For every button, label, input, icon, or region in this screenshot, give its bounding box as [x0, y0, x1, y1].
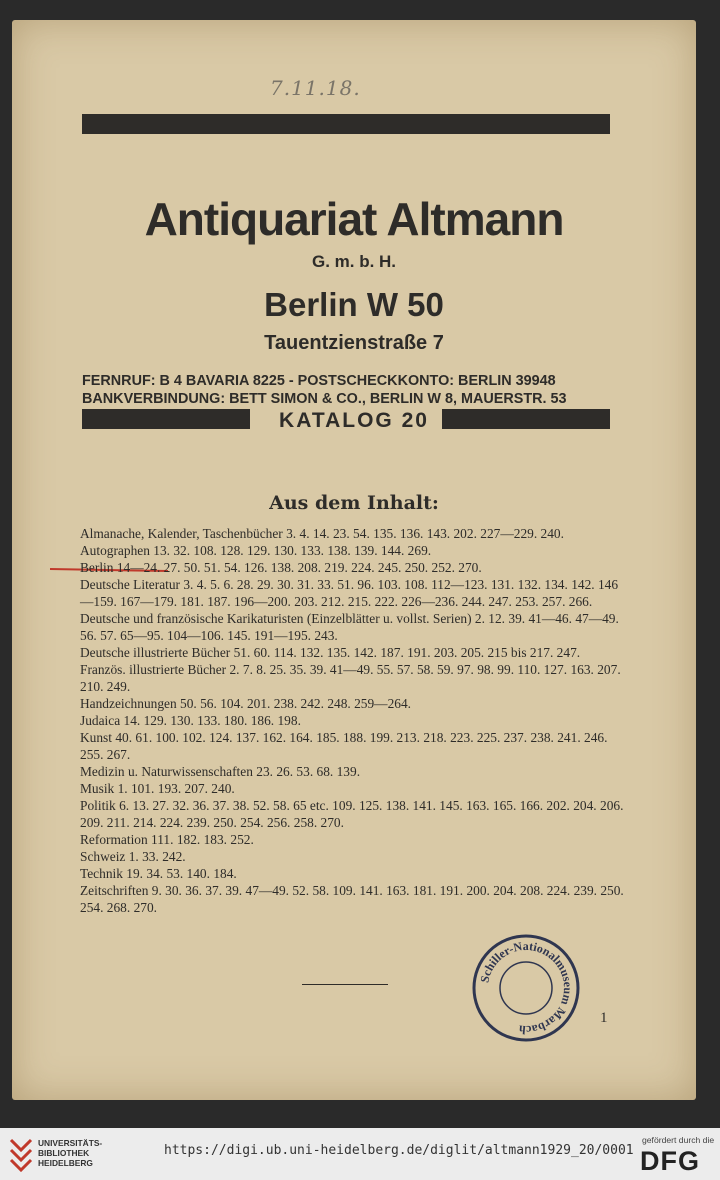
- page-number: 1: [600, 1010, 608, 1026]
- top-rule-bar: [82, 114, 610, 134]
- contents-list: [80, 525, 630, 916]
- city: Berlin W 50: [264, 286, 444, 323]
- catalog-label: KATALOG 20: [279, 409, 429, 432]
- list-item: Deutsche illustrierte Bücher 51. 60. 114. 132. 135. 142. 187. 191. 203. 205. 215 bis 217. 247.: [80, 645, 581, 660]
- list-item: Almanache, Kalender, Taschenbücher 3. 4. 14. 23. 54. 135. 136. 143. 202. 227—229. 240.: [80, 526, 564, 541]
- legal-form: G. m. b. H.: [311, 252, 397, 271]
- catalog-bar-left: [82, 409, 250, 429]
- list-item: Medizin u. Naturwissenschaften 23. 26. 53. 68. 139.: [80, 764, 361, 779]
- library-name: UNIVERSITÄTS- BIBLIOTHEK HEIDELBERG: [38, 1138, 103, 1168]
- handwritten-date: 7.11.18.: [270, 76, 361, 100]
- list-item: Politik 6. 13. 27. 32. 36. 37. 38. 52. 58. 65 etc. 109. 125. 138. 141. 145. 163. 165. 166. 202. 204. 206. 209. 211. 214. 224. 239. 250. 254. 256. 258. 270.: [80, 798, 624, 830]
- closing-rule: [302, 984, 388, 985]
- library-logo-icon: [8, 1136, 34, 1172]
- catalog-bar-right: [442, 409, 610, 429]
- list-item: Musik 1. 101. 193. 207. 240.: [80, 781, 235, 796]
- street: Tauentzienstraße 7: [264, 332, 444, 354]
- permalink-url[interactable]: https://digi.ub.uni-heidelberg.de/diglit/altmann1929_20/0001: [164, 1143, 634, 1158]
- list-item: Deutsche und französische Karikaturisten (Einzelblätter u. vollst. Serien) 2. 12. 39. 41—46. 47—49. 56. 57. 65—95. 104—106. 145. 191—195. 243.: [80, 611, 619, 643]
- company-name: Antiquariat Altmann: [144, 193, 564, 245]
- list-item: Handzeichnungen 50. 56. 104. 201. 238. 242. 248. 259—264.: [80, 696, 412, 711]
- funding-label: gefördert durch die: [642, 1135, 715, 1145]
- list-item: Berlin 14—24. 27. 50. 51. 54. 126. 138. 208. 219. 224. 245. 250. 252. 270.: [80, 560, 482, 575]
- list-item: Schweiz 1. 33. 242.: [80, 849, 186, 864]
- list-item: Französ. illustrierte Bücher 2. 7. 8. 25. 35. 39. 41—49. 55. 57. 58. 59. 97. 98. 99. 110. 127. 163. 207. 210. 249.: [80, 662, 621, 694]
- list-item: Zeitschriften 9. 30. 36. 37. 39. 47—49. 52. 58. 109. 141. 163. 181. 191. 200. 204. 208. 224. 239. 250. 254. 268. 270.: [80, 883, 624, 915]
- contents-heading: Aus dem Inhalt:: [269, 492, 439, 514]
- contact-line-bank: BANKVERBINDUNG: BETT SIMON & CO., BERLIN W 8, MAUERSTR. 53: [82, 391, 567, 407]
- list-item: Judaica 14. 129. 130. 133. 180. 186. 198.: [80, 713, 301, 728]
- contact-line-phone: FERNRUF: B 4 BAVARIA 8225 - POSTSCHECKKONTO: BERLIN 39948: [82, 373, 556, 389]
- list-item: Kunst 40. 61. 100. 102. 124. 137. 162. 164. 185. 188. 199. 213. 218. 223. 225. 237. 238. 241. 246. 255. 267.: [80, 730, 608, 762]
- footer-bar: [0, 1128, 720, 1180]
- catalog-page: [12, 20, 696, 1100]
- list-item: Deutsche Literatur 3. 4. 5. 6. 28. 29. 30. 31. 33. 51. 96. 103. 108. 112—123. 131. 132. 134. 142. 146—159. 167—179. 181. 187. 196—200. 203. 212. 215. 222. 226—236. 244. 247. 253. 257. 266.: [80, 577, 619, 609]
- stamp-text: Schiller-Nationalmuseum Marbach: [477, 938, 576, 1038]
- museum-stamp: [472, 934, 580, 1042]
- list-item: Autographen 13. 32. 108. 128. 129. 130. 133. 138. 139. 144. 269.: [80, 543, 432, 558]
- list-item: Technik 19. 34. 53. 140. 184.: [80, 866, 237, 881]
- dfg-logo: DFG: [640, 1146, 700, 1176]
- list-item: Reformation 111. 182. 183. 252.: [80, 832, 254, 847]
- svg-text:Schiller-Nationalmuseum Marbac: [477, 939, 575, 1037]
